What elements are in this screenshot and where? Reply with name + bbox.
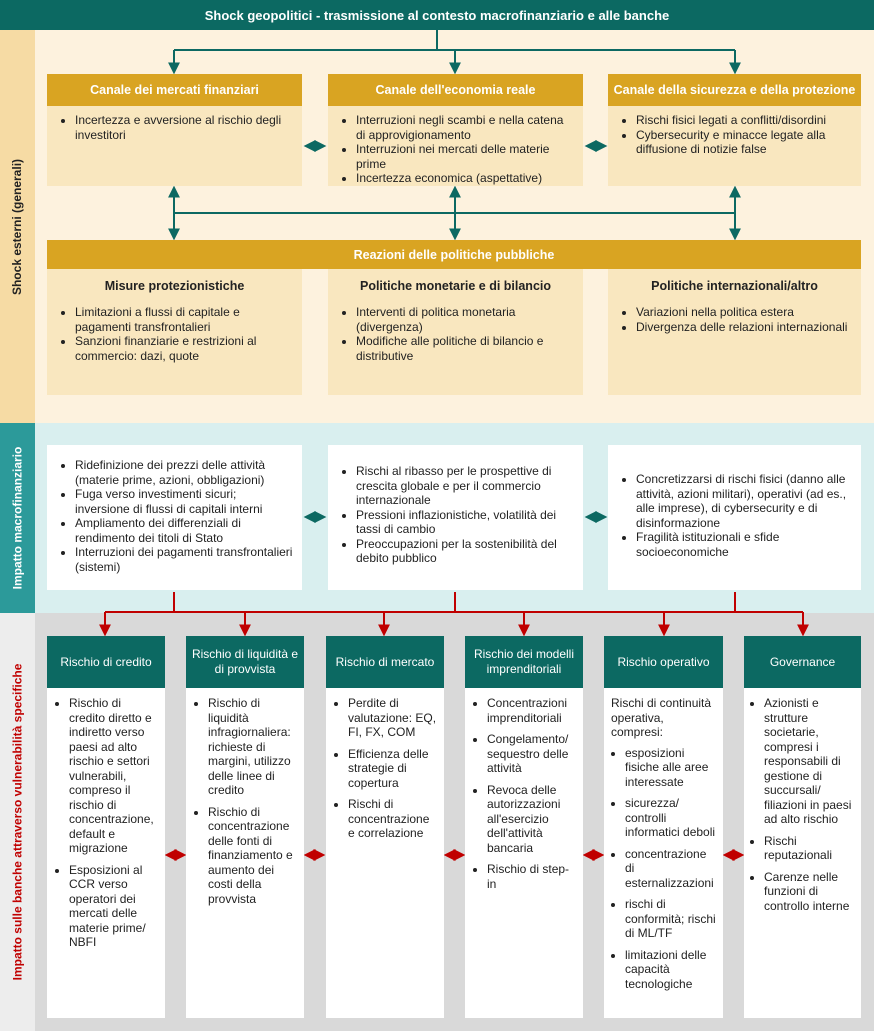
channel-box-security — [608, 106, 861, 186]
list-item: • Interruzioni nei mercati delle materie prime — [356, 142, 575, 171]
risk-box-market — [326, 688, 444, 1018]
list-item: • Concentrazioni imprenditoriali — [487, 696, 577, 725]
list-item: • Fragilità istituzionali e sfide socioeconomiche — [636, 530, 853, 559]
list-item: • Azionisti e strutture societarie, compresi i responsabili di gestione di succursali/ filiazioni in paesi ad alto rischio — [764, 696, 857, 827]
list-item: • Rischi al ribasso per le prospettive di crescita globale e per il commercio internazionale — [356, 464, 575, 508]
risk-box-business-model — [465, 688, 583, 1018]
macro-box-financial — [47, 445, 302, 590]
list-item: • Modifiche alle politiche di bilancio e distributive — [356, 334, 575, 363]
risk-box-operational — [604, 688, 723, 1018]
list-item: • Limitazioni a flussi di capitale e pagamenti transfrontalieri — [75, 305, 294, 334]
policy-box-international — [608, 269, 861, 395]
macro-box-physical — [608, 445, 861, 590]
list-item: • Rischio di liquidità infragiornaliera: richieste di margini, utilizzo delle linee di credito — [208, 696, 298, 798]
list-item: • Interruzioni negli scambi e nella catena di approvigionamento — [356, 113, 575, 142]
list-item: • Incertezza e avversione al rischio degli investitori — [75, 113, 294, 142]
channel-header-security — [608, 74, 861, 106]
channel-box-financial — [47, 106, 302, 186]
channel-title: Canale della sicurezza e della protezione — [613, 83, 856, 97]
list-item: • Ridefinizione dei prezzi delle attività (materie prime, azioni, obbligazioni) — [75, 458, 294, 487]
list-item: • Rischi reputazionali — [764, 834, 857, 863]
risk-header-market — [326, 636, 444, 688]
channel-header-financial — [47, 74, 302, 106]
list-item: • Rischi fisici legati a conflitti/disordini — [636, 113, 853, 128]
risk-header-credit — [47, 636, 165, 688]
list-item: • Incertezza economica (aspettative) — [356, 171, 575, 186]
list-item: • concentrazione di esternalizzazioni — [625, 847, 719, 891]
policy-column-title: Politiche monetarie e di bilancio — [359, 279, 551, 293]
list-item: • Congelamento/ sequestro delle attività — [487, 732, 577, 776]
list-item: • Esposizioni al CCR verso operatori dei mercati delle materie prime/ NBFI — [69, 863, 159, 950]
list-item: • Carenze nelle funzioni di controllo interne — [764, 870, 857, 914]
policy-column-title: Misure protezionistiche — [104, 279, 245, 293]
risk-title: Rischio di liquidità e di provvista — [191, 647, 299, 676]
policy-box-monetary-fiscal — [328, 269, 583, 395]
risk-title: Governance — [769, 654, 836, 669]
risk-title: Rischio dei modelli imprenditoriali — [473, 647, 575, 676]
list-item: • Variazioni nella politica estera — [636, 305, 853, 320]
list-item: • rischi di conformità; rischi di ML/TF — [625, 897, 719, 941]
list-item: • Concretizzarsi di rischi fisici (danno alle attività, azioni militari), operativi (ad es., alle imprese), di cybersecurity e di disinformazione — [636, 472, 853, 530]
list-item: • Rischio di concentrazione delle fonti di finanziamento e aumento dei costi della provvista — [208, 805, 298, 907]
risk-box-governance — [744, 688, 861, 1018]
list-item: • Revoca delle autorizzazioni all'esercizio dell'attività bancaria — [487, 783, 577, 856]
risk-title: Rischio operativo — [617, 654, 710, 669]
channel-header-real-economy — [328, 74, 583, 106]
list-item: • Efficienza delle strategie di copertura — [348, 747, 438, 791]
list-item: • esposizioni fisiche alle aree interessate — [625, 746, 719, 790]
risk-intro: Rischi di continuità operativa, compresi: — [611, 696, 712, 739]
policy-column-title: Politiche internazionali/altro — [651, 279, 818, 293]
list-item: • Interruzioni dei pagamenti transfrontalieri (sistemi) — [75, 545, 294, 574]
list-item: • Sanzioni finanziarie e restrizioni al commercio: dazi, quote — [75, 334, 294, 363]
banks-band-label: Impatto sulle banche attraverso vulnerabilità specifiche — [10, 663, 25, 981]
list-item: • Divergenza delle relazioni internazionali — [636, 320, 853, 335]
list-item: • Perdite di valutazione: EQ, FI, FX, COM — [348, 696, 438, 740]
external-band-label: Shock esterni (generali) — [10, 158, 25, 295]
risk-title: Rischio di mercato — [335, 654, 435, 669]
list-item: • Rischi di concentrazione e correlazione — [348, 797, 438, 841]
list-item: • sicurezza/ controlli informatici deboli — [625, 796, 719, 840]
risk-box-credit — [47, 688, 165, 1018]
list-item: • Pressioni inflazionistiche, volatilità dei tassi di cambio — [356, 508, 575, 537]
list-item: • Ampliamento dei differenziali di rendimento dei titoli di Stato — [75, 516, 294, 545]
list-item: • Preoccupazioni per la sostenibilità del debito pubblico — [356, 537, 575, 566]
channel-title: Canale dei mercati finanziari — [90, 83, 259, 97]
policy-header — [47, 240, 861, 269]
channel-title: Canale dell'economia reale — [375, 83, 536, 97]
list-item: • Cybersecurity e minacce legate alla diffusione di notizie false — [636, 128, 853, 157]
policy-box-protectionism — [47, 269, 302, 395]
macro-box-growth — [328, 445, 583, 590]
macro-band-label: Impatto macrofinanziario — [10, 446, 25, 590]
list-item: • Interventi di politica monetaria (divergenza) — [356, 305, 575, 334]
risk-header-governance — [744, 636, 861, 688]
channel-box-real-economy — [328, 106, 583, 186]
risk-header-operational — [604, 636, 723, 688]
risk-box-liquidity — [186, 688, 304, 1018]
diagram-title: Shock geopolitici - trasmissione al contesto macrofinanziario e alle banche — [204, 7, 670, 23]
risk-header-business-model — [465, 636, 583, 688]
list-item: • Rischio di credito diretto e indiretto verso paesi ad alto rischio e settori vulnerabili, compreso il rischio di concentrazione, default e migrazione — [69, 696, 159, 856]
risk-header-liquidity — [186, 636, 304, 688]
list-item: • Fuga verso investimenti sicuri; inversione di flussi di capitali interni — [75, 487, 294, 516]
policy-title: Reazioni delle politiche pubbliche — [353, 247, 555, 262]
list-item: • limitazioni delle capacità tecnologiche — [625, 948, 719, 992]
risk-title: Rischio di credito — [60, 654, 152, 669]
list-item: • Rischio di step-in — [487, 862, 577, 891]
